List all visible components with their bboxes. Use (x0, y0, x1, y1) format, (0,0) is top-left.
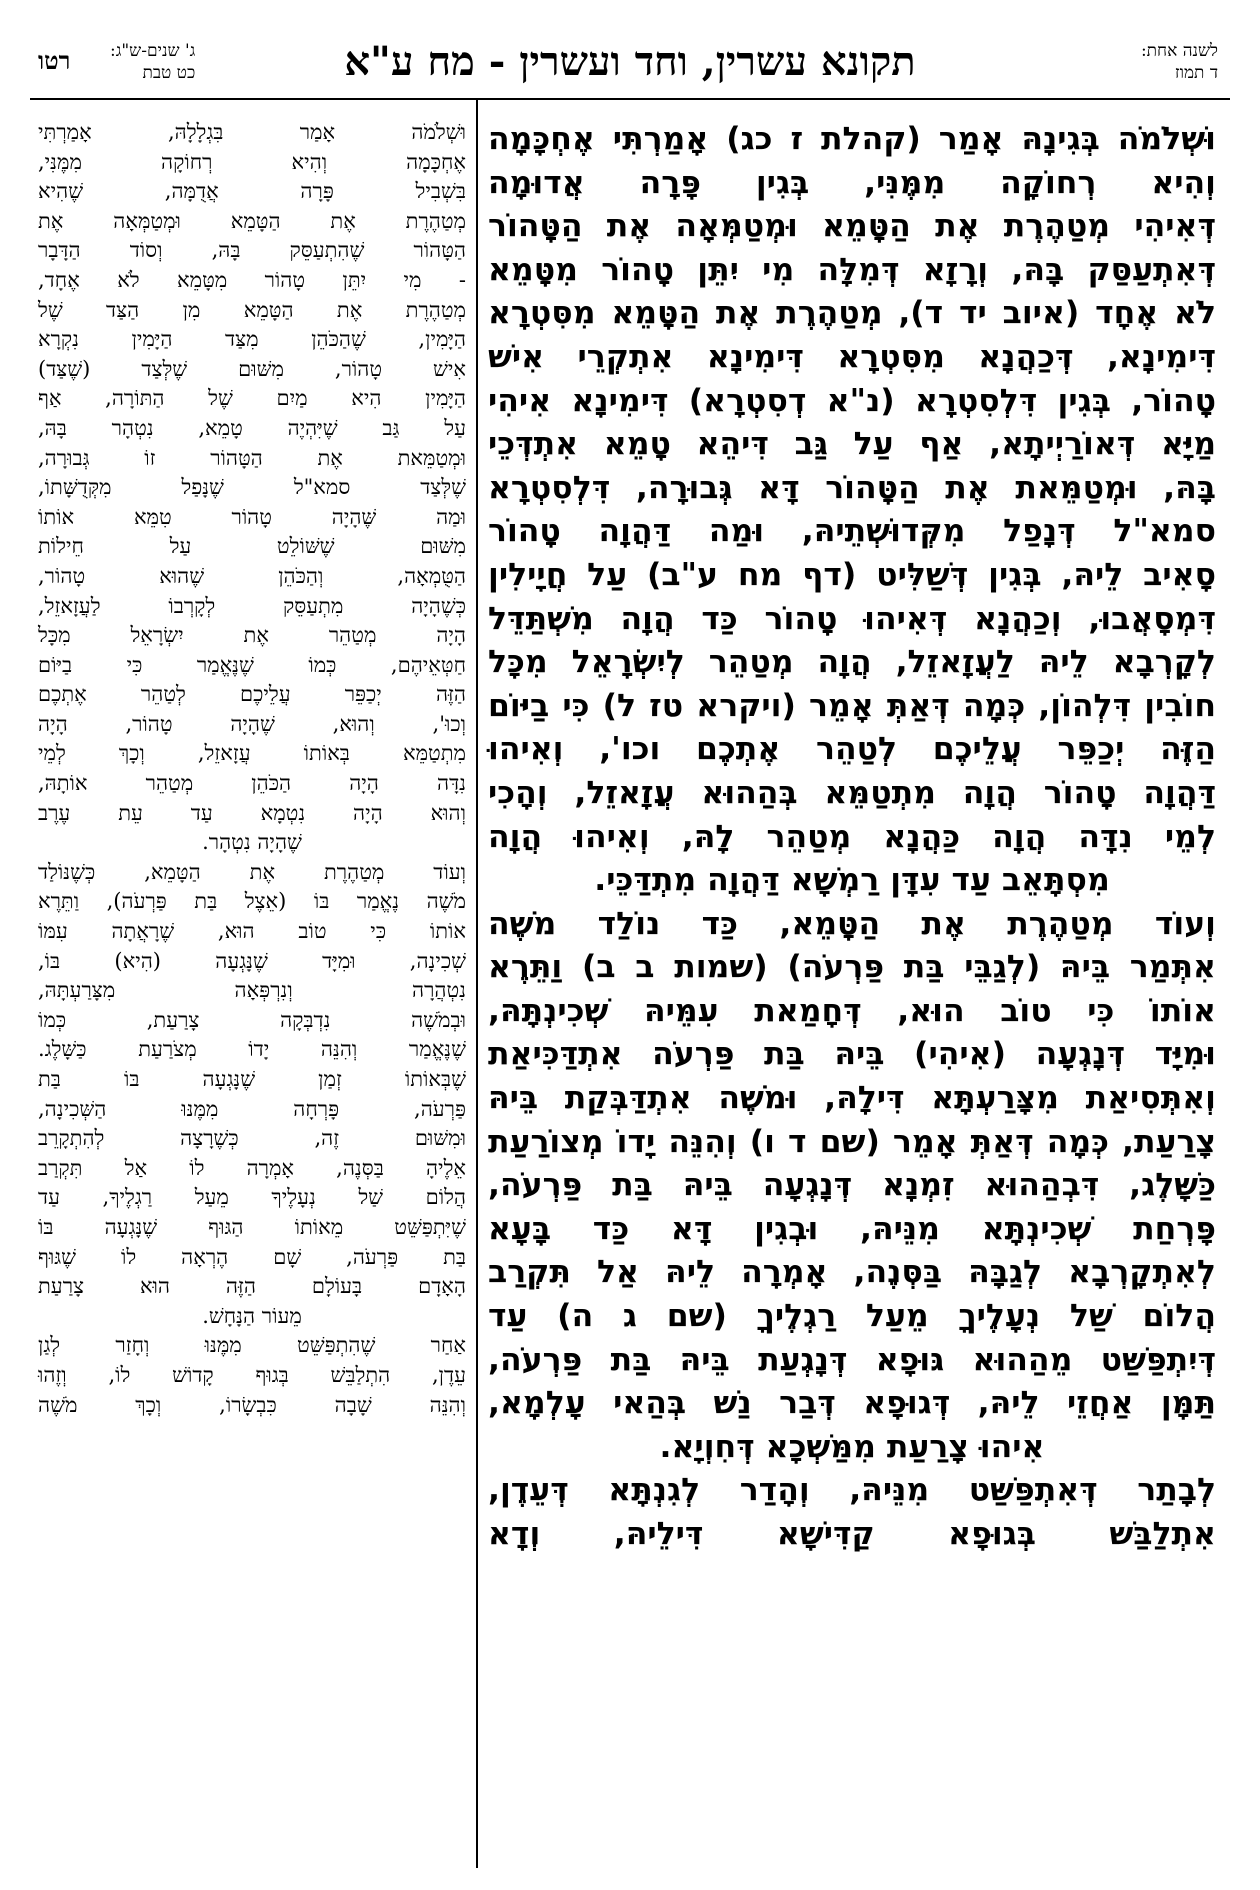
commentary-line: וּמְטַמֵּאת אֶת הַטָּהוֹר זוֹ גְּבוּרָה, (38, 445, 466, 470)
commentary-line: הַיָּמִין, שֶׁהַכֹּהֵן מִצַּד הַיָּמִין נִקְרָא (38, 327, 466, 352)
commentary-line: כְּשֶׁהָיָה מִתְעַסֵּק לְקָרְבוֹ לַעֲזָאזֵל, (38, 593, 466, 618)
commentary-column (38, 118, 466, 1420)
commentary-line: אֶחְכָּמָה וְהִיא רְחוֹקָה מִמֶּנִּי, (38, 149, 466, 174)
main-text-line: דִּמְסָאֲבוּ, וְכַהֲנָא דְּאִיהוּ טָהוֹר כַּד הֲוָה מִשְׁתַּדֵּל (488, 600, 1216, 637)
main-text-line: אִתְלַבַּשׁ בְּגוּפָא קַדִּישָׁא דִּילֵיהּ, וְדָא (488, 1516, 1216, 1552)
commentary-line: אִישׁ טָהוֹר, מִשּׁוּם שֶׁלְּצַד (שֶׁצַּד) (38, 356, 466, 381)
commentary-line: נִטְהֲרָה וְנִרְפְּאָה מִצָּרַעְתָּהּ, (38, 978, 466, 1003)
commentary-line: הַטָּהוֹר שֶׁהִתְעַסֵּק בָּהּ, וְסוֹד הַדָּבָר (38, 238, 466, 263)
commentary-line: שֶׁבְּאוֹתוֹ זְמַן שֶׁנָּגְעָה בּוֹ בַּת (38, 1067, 466, 1091)
commentary-line: אוֹתוֹ כִּי טוֹב הוּא, שֶׁרָאֲתָה עִמּוֹ (38, 919, 466, 944)
commentary-line: נִדָּה הָיָה הַכֹּהֵן מְטַהֵר אוֹתָהּ, (38, 771, 466, 796)
page-title: תקונא עשרין, וחד ועשרין - מח ע"א (344, 38, 916, 85)
main-text-line: סָאִיב לֵיהּ, בְּגִין דְּשַׁלִּיט (דף מח ע"ב) עַל חֲיָילִין (488, 556, 1216, 593)
main-text-line: וְהִיא רְחוֹקָה מִמֶּנִּי, בְּגִין פָּרָה אֲדוּמָה (488, 164, 1216, 201)
commentary-line: וְהוּא הָיָה נִטְמָא עַד עֵת עֶרֶב (38, 800, 466, 825)
main-text-line: דִּימִינָא, דְּכַהֲנָא מִסִּטְרָא דִּימִינָא אִתְקְרֵי אִישׁ (488, 338, 1216, 375)
commentary-line: וּמַה שֶּׁהָיָה טָהוֹר טִמֵּא אוֹתוֹ (38, 504, 466, 529)
main-text-line: לְקָרְבָא לֵיהּ לַעֲזָאזֵל, הֲוָה מְטַהֵר לְיִשְׂרָאֵל מִכָּל (488, 644, 1216, 681)
main-text-line: טָהוֹר, בְּגִין דִּלְסִטְרָא (נ"א דְסִטְרָא) דִּימִינָא אִיהִי (488, 382, 1216, 419)
commentary-line: וְהִנֵּה שָׁבָה כִּבְשָׂרוֹ, וְכָךְ מֹשֶׁה (38, 1392, 466, 1417)
commentary-line: הָיָה מְטַהֵר אֶת יִשְׂרָאֵל מִכָּל (38, 623, 466, 648)
commentary-line: הַטֻּמְאָה, וְהַכֹּהֵן שֶׁהוּא טָהוֹר, (38, 563, 466, 588)
commentary-line: וְכוּ', וְהוּא, שֶׁהָיָה טָהוֹר, הָיָה (38, 711, 466, 736)
main-text-line: סמא"ל דְּנָפַל מִקְּדוּשְׁתֵיהּ, וּמַה דַּהֲוָה טָהוֹר (488, 513, 1216, 550)
header-divider (30, 98, 1230, 100)
commentary-line: הַזֶּה יְכַפֵּר עֲלֵיכֶם לְטַהֵר אֶתְכֶם (38, 682, 466, 707)
commentary-line: מֹשֶׁה נֶאֱמַר בּוֹ (אֵצֶל בַּת פַּרְעֹה), וַתֵּרֶא (38, 889, 466, 914)
main-text-line: מִסְתָּאֵב עַד עִדָּן רַמְשָׁא דַּהֲוָה מִתְדַּכֵּי. (594, 862, 1110, 899)
main-text-line: וּשְׁלֹמֹה בְּגִינָהּ אָמַר (קהלת ז כג) אָמַרְתִּי אֶחְכָּמָה (488, 121, 1216, 157)
commentary-line: שֶׁיִּתְפַּשֵּׁט מֵאוֹתוֹ הַגּוּף שֶׁנָּגְעָה בּוֹ (38, 1214, 466, 1239)
commentary-line: פַּרְעֹה, פָּרְחָה מִמֶּנּוּ הַשְּׁכִינָה, (38, 1096, 466, 1121)
main-text-line: וְאִתְּסִיאַת מִצָּרַעְתָּא דִּילָהּ, וּמֹשֶׁה אִתְדַּבְּקַת בֵּיהּ (488, 1080, 1216, 1117)
main-text-line: דַּהֲוָה טָהוֹר הֲוָה מִתְטַמֵּא בְּהַהוּא עֲזָאזֵל, וְהָכִי (488, 774, 1216, 811)
schedule-label: לשנה אחת: (1140, 41, 1218, 61)
page-header (30, 36, 1230, 100)
main-text-line: דְּיִתְפַּשַּׁט מֵהַהוּא גּוּפָא דְּנָגְעַת בֵּיהּ בַּת פַּרְעֹה, (488, 1341, 1216, 1378)
commentary-line: שֶׁלְּצַד סמא"ל שֶׁנָּפַל מִקְּדֻשָּׁתוֹ, (38, 475, 466, 500)
commentary-line: - מִי יִתֵּן טָהוֹר מִטָּמֵא לֹא אֶחָד, (38, 267, 466, 292)
main-text-line: כַּשָּׁלֶג, דִּבְהַהוּא זִמְנָא דְּנָגְעָה בֵּיהּ בַּת פַּרְעֹה, (488, 1167, 1216, 1204)
commentary-line: וּמִשּׁוּם זֶה, כְּשֶׁרָצָה לְהִתְקָרֵב (38, 1126, 466, 1151)
main-text-line: וְעוֹד מְטַהֶרֶת אֶת הַטָּמֵא, כַּד נוֹלַד מֹשֶׁה (488, 905, 1216, 942)
main-text-line: דְּאִתְעַסַּק בָּהּ, וְרָזָא דְּמִלָּה מִי יִתֵּן טָהוֹר מִטָּמֵא (488, 251, 1216, 288)
column-divider (476, 100, 478, 1868)
commentary-line: בִּשְׁבִיל פָּרָה אֲדֻמָּה, שֶׁהִיא (38, 179, 466, 204)
commentary-line: מְטַהֶרֶת אֶת הַטָּמֵא מִן הַצַּד שֶׁל (38, 297, 466, 322)
schedule-label: ג' שנים-ש"ג: (110, 41, 196, 61)
commentary-line: שְׁכִינָה, וּמִיָּד שֶׁנָּגְעָה (הִיא) בּוֹ, (38, 948, 466, 973)
commentary-line: מִשּׁוּם שֶׁשּׁוֹלֵט עַל חֵילוֹת (38, 534, 466, 559)
commentary-line: הַיָּמִין הִיא מַיִם שֶׁל הַתּוֹרָה, אַף (38, 386, 466, 411)
main-text-line: הֲלוֹם שַׁל נְעָלֶיךָ מֵעַל רַגְלֶיךָ (שם ג ה) עַד (488, 1298, 1216, 1335)
daily-schedule-three-years (110, 40, 195, 84)
commentary-line: אֵלֶיהָ בַּסְּנֶה, אָמְרָה לוֹ אַל תִּקְרַב (38, 1155, 466, 1180)
schedule-date: ד תמוז (1174, 63, 1218, 83)
commentary-line: עֵדֶן, הִתְלַבֵּשׁ בְּגוּף קָדוֹשׁ לוֹ, וְזֶהוּ (38, 1362, 466, 1387)
main-text-line: אוֹתוֹ כִּי טוֹב הוּא, דְּחָמַאת עִמֵּיהּ שְׁכִינְתָּהּ, (488, 992, 1216, 1029)
commentary-line: בַּת פַּרְעֹה, שָׁם הֶרְאָה לוֹ שֶׁגּוּף (38, 1244, 466, 1269)
commentary-line: מִתְטַמֵּא בְּאוֹתוֹ עֲזָאזֵל, וְכָךְ לְמֵי (38, 741, 466, 766)
commentary-line: מֵעוֹר הַנָּחָשׁ. (202, 1303, 302, 1328)
main-text-line: הַזֶּה יְכַפֵּר עֲלֵיכֶם לְטַהֵר אֶתְכֶם וכו', וְאִיהוּ (488, 731, 1216, 768)
page-number: רטו (38, 46, 71, 75)
main-text-line: בָּהּ, וּמְטַמֵּאת אֶת הַטָּהוֹר דָּא גְּבוּרָה, דִּלְסִטְרָא (488, 469, 1216, 506)
main-text-line: דְּאִיהִי מְטַהֶרֶת אֶת הַטָּמֵא וּמְטַמְּאָה אֶת הַטָּהוֹר (488, 208, 1216, 245)
main-text-line: מַיָּא דְּאוֹרַיְיתָא, אַף עַל גַּב דִּיהֵא טָמֵא אִתְדְּכֵי (488, 426, 1216, 463)
commentary-line: הֲלוֹם שַׁל נְעָלֶיךָ מֵעַל רַגְלֶיךָ, עַד (38, 1185, 466, 1210)
commentary-line: שֶׁנֶּאֱמַר וְהִנֵּה יָדוֹ מְצֹרַעַת כַּשָּׁלֶג. (38, 1037, 466, 1062)
commentary-line: מְטַהֶרֶת אֶת הַטָּמֵא וּמְטַמְּאָה אֶת (38, 208, 466, 233)
commentary-line: חַטְּאֵיהֶם, כְּמוֹ שֶׁנֶּאֱמַר כִּי בַיּוֹם (38, 652, 466, 677)
main-text-line: אִיהוּ צָרַעַת מִמַּשְׁכָא דְּחִוְיָא. (659, 1428, 1045, 1465)
main-text-line: תַּמָּן אַחֲזֵי לֵיהּ, דְּגוּפָא דְּבַר נַשׁ בְּהַאי עָלְמָא, (488, 1385, 1216, 1422)
main-text-line: לְבָתַר דְּאִתְפַּשַּׁט מִנֵּיהּ, וְהָדַר לְגִנְתָּא דְּעֵדֶן, (488, 1472, 1216, 1509)
commentary-line: וּשְׁלֹמֹה אָמַר בִּגְלָלָהּ, אָמַרְתִּי (38, 120, 466, 144)
schedule-date: כט טבת (142, 63, 196, 83)
main-text-line: אִתְּמַר בֵּיהּ (לְגַבֵּי בַּת פַּרְעֹה) (שמות ב ב) וַתֵּרֶא (488, 949, 1216, 986)
commentary-line: וּבְמֹשֶׁה נִדְבְּקָה צָרַעַת, כְּמוֹ (38, 1007, 466, 1032)
main-text-line: פָּרְחַת שְׁכִינְתָּא מִנֵּיהּ, וּבְגִין דָּא כַּד בָּעָא (488, 1210, 1216, 1247)
commentary-line: עַל גַּב שֶׁיִּהְיֶה טָמֵא, נִטְהָר בָּהּ, (38, 415, 466, 440)
main-text-line: לְמֵי נִדָּה הֲוָה כַּהֲנָא מְטַהֵר לָהּ, וְאִיהוּ הֲוָה (488, 818, 1216, 855)
commentary-line: וְעוֹד מְטַהֶרֶת אֶת הַטָּמֵא, כְּשֶׁנּוֹלַד (38, 859, 466, 884)
main-text-line: צָרַעַת, כְּמָה דְּאַתְּ אָמֵר (שם ד ו) וְהִנֵּה יָדוֹ מְצוֹרַעַת (488, 1123, 1216, 1160)
commentary-line: אַחַר שֶׁהִתְפַּשֵּׁט מִמֶּנּוּ וְחָזַר לְגַן (38, 1333, 466, 1358)
main-text-column (488, 118, 1216, 1557)
main-text-line: חוֹבִין דִּלְהוֹן, כְּמָה דְּאַתְּ אָמֵר (ויקרא טז ל) כִּי בַיּוֹם (488, 687, 1216, 724)
main-text-line: וּמִיָּד דְּנָגְעָה (אִיהִי) בֵּיהּ בַּת פַּרְעֹה אִתְדַּכִּיאַת (488, 1036, 1216, 1073)
main-text-line: לֹא אֶחָד (איוב יד ד), מְטַהֶרֶת אֶת הַטָּמֵא מִסִּטְרָא (488, 295, 1216, 332)
commentary-line: שֶׁהָיָה נִטְהָר. (202, 830, 302, 855)
commentary-line: הָאָדָם בָּעוֹלָם הַזֶּה הוּא צָרַעַת (38, 1274, 466, 1299)
main-text-line: לְאִתְקָרְבָא לְגַבָּהּ בַּסְּנֶה, אָמְרָה לֵיהּ אַל תִּקְרַב (488, 1254, 1216, 1291)
